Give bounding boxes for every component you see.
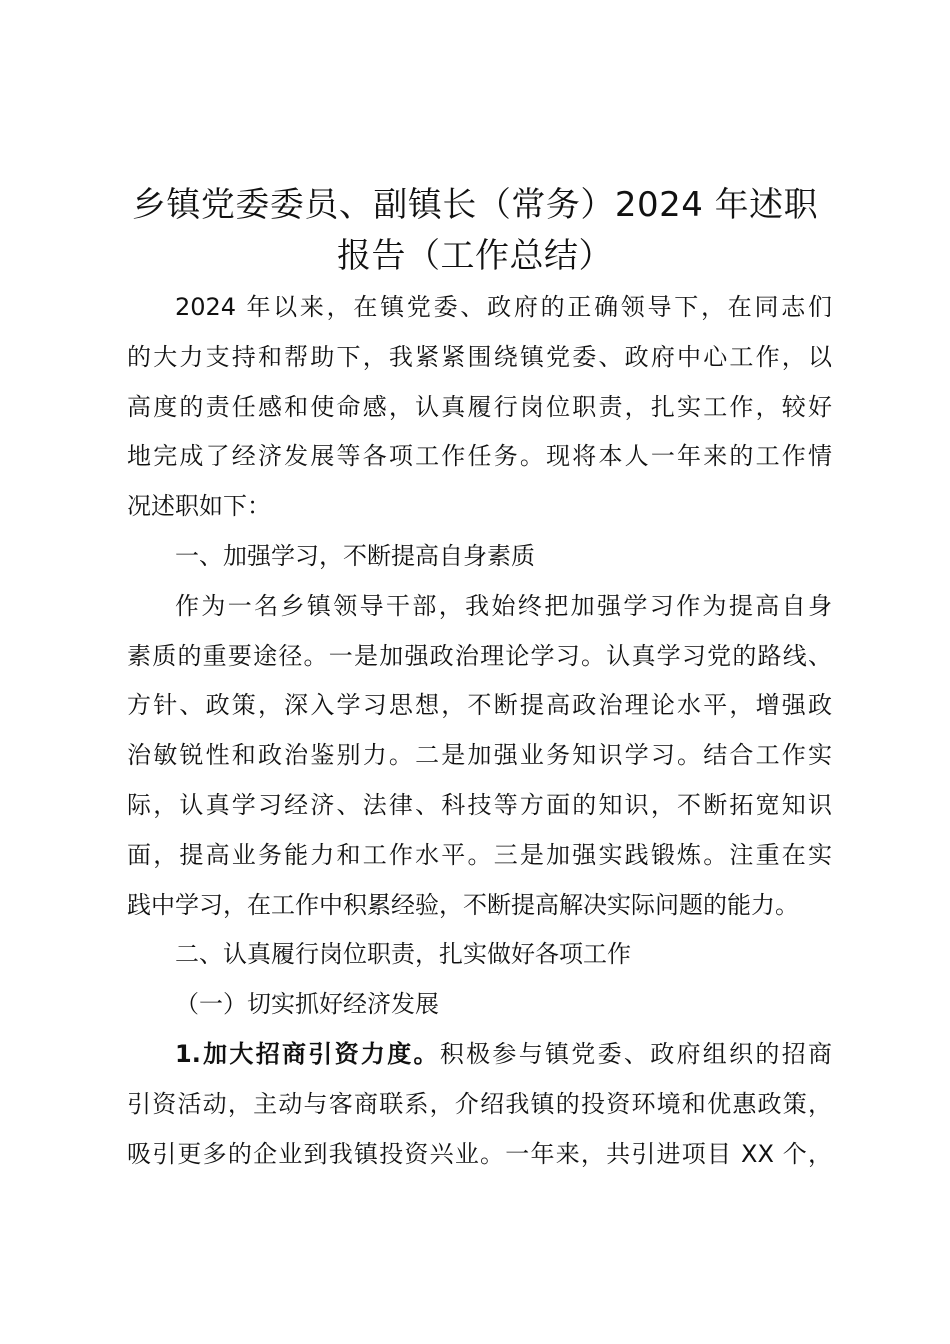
section-2-heading: 二、认真履行岗位职责，扎实做好各项工作	[175, 940, 631, 969]
subsection-1-heading: （一）切实抓好经济发展	[175, 990, 439, 1019]
item-1-bold-heading: 1.加大招商引资力度。	[175, 1039, 440, 1068]
intro-line-3: 高度的责任感和使命感，认真履行岗位职责，扎实工作，较好	[127, 392, 832, 421]
section-1-heading: 一、加强学习，不断提高自身素质	[175, 541, 535, 570]
document-title	[120, 180, 830, 282]
intro-line-4: 地完成了经济发展等各项工作任务。现将本人一年来的工作情	[127, 442, 832, 471]
section-1-line-7: 践中学习，在工作中积累经验，不断提高解决实际问题的能力。	[127, 890, 799, 919]
section-1-line-2: 素质的重要途径。一是加强政治理论学习。认真学习党的路线、	[127, 641, 832, 670]
intro-line-2: 的大力支持和帮助下，我紧紧围绕镇党委、政府中心工作，以	[127, 342, 832, 371]
section-1-line-1: 作为一名乡镇领导干部，我始终把加强学习作为提高自身	[175, 591, 832, 620]
title-line-2: 报告（工作总结）	[337, 236, 613, 276]
item-1-line-3: 吸引更多的企业到我镇投资兴业。一年来，共引进项目 XX 个，	[127, 1139, 832, 1168]
item-1-line-1	[127, 1030, 832, 1080]
document-body	[127, 283, 832, 1179]
intro-line-1: 2024 年以来，在镇党委、政府的正确领导下，在同志们	[175, 293, 832, 321]
section-1-line-6: 面，提高业务能力和工作水平。三是加强实践锻炼。注重在实	[127, 840, 832, 869]
section-1-line-5: 际，认真学习经济、法律、科技等方面的知识，不断拓宽知识	[127, 790, 832, 819]
item-1-first-rest: 积极参与镇党委、政府组织的招商	[439, 1039, 832, 1068]
intro-line-5: 况述职如下：	[127, 492, 271, 521]
title-line-1: 乡镇党委委员、副镇长（常务）2024 年述职	[131, 185, 819, 225]
section-1-line-3: 方针、政策，深入学习思想，不断提高政治理论水平，增强政	[127, 691, 832, 720]
section-1-line-4: 治敏锐性和政治鉴别力。二是加强业务知识学习。结合工作实	[127, 741, 832, 770]
item-1-line-2: 引资活动，主动与客商联系，介绍我镇的投资环境和优惠政策，	[127, 1089, 832, 1118]
